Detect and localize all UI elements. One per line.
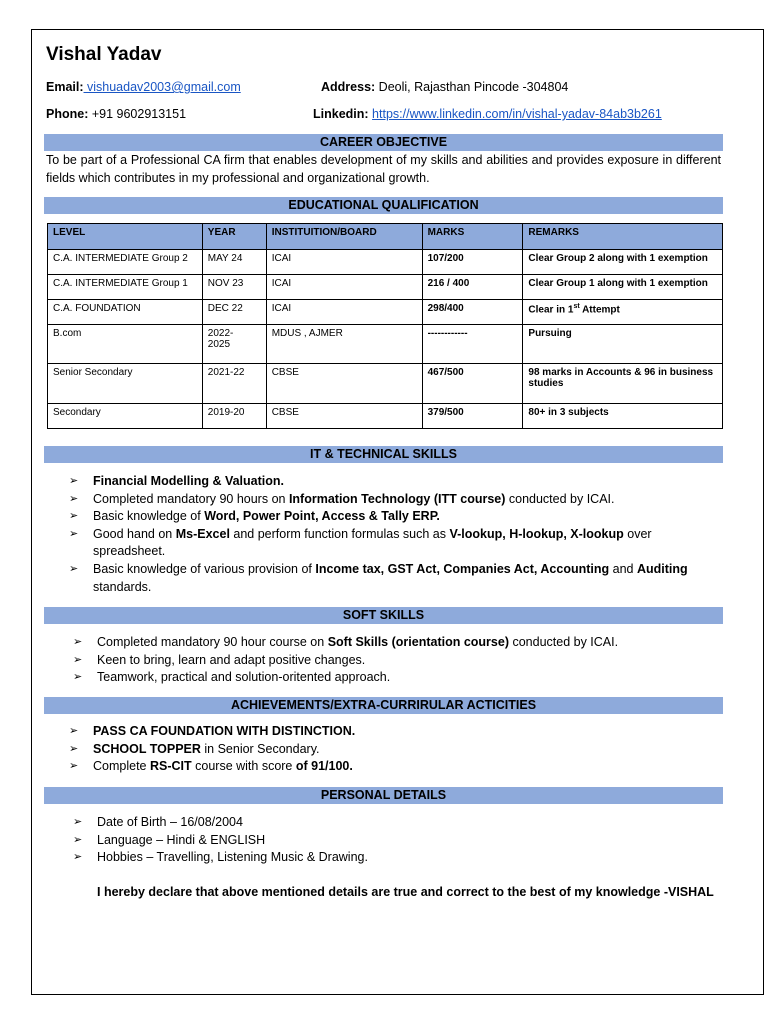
table-cell: MAY 24 — [202, 250, 266, 275]
arrow-bullet-icon: ➢ — [69, 760, 79, 773]
list-item — [73, 634, 721, 652]
linkedin-label: Linkedin: — [313, 107, 369, 121]
achievements-list — [69, 723, 721, 776]
arrow-bullet-icon: ➢ — [73, 816, 83, 828]
table-cell: 98 marks in Accounts & 96 in business studies — [523, 364, 723, 404]
list-item-text: Income tax, GST Act, Companies Act, Accounting — [315, 561, 610, 576]
list-item-text: over spreadsheet. — [93, 526, 652, 559]
list-item-text: Soft Skills (orientation course) — [327, 635, 509, 649]
email-label: Email: — [46, 80, 84, 94]
list-item — [73, 832, 721, 850]
list-item-text: Language – Hindi & ENGLISH — [97, 832, 266, 847]
list-item-text: Good hand on — [93, 526, 176, 541]
list-item-text: V-lookup, H-lookup, X-lookup — [449, 526, 624, 541]
phone-value: +91 9602913151 — [88, 107, 187, 121]
list-item-text: of 91/100. — [295, 759, 353, 774]
address-label: Address: — [321, 80, 376, 94]
section-header-it-skills: IT & TECHNICAL SKILLS — [44, 446, 723, 463]
list-item — [69, 473, 721, 491]
education-table — [47, 223, 723, 429]
table-header-cell: LEVEL — [48, 224, 203, 250]
table-cell: C.A. FOUNDATION — [48, 300, 203, 325]
table-row — [48, 404, 723, 429]
it-skills-list — [69, 473, 721, 596]
address-value: Deoli, Rajasthan Pincode -304804 — [375, 80, 569, 94]
table-row — [48, 325, 723, 364]
career-objective-text: To be part of a Professional CA firm that enables development of my skills and abilities and provides exposure in different fields which contributes in my professional and organizational growth. — [46, 153, 721, 185]
list-item-text: Basic knowledge of various provision of — [93, 561, 316, 576]
arrow-bullet-icon: ➢ — [73, 833, 83, 846]
table-cell: Senior Secondary — [48, 364, 203, 404]
personal-details-list — [73, 814, 721, 867]
arrow-bullet-icon: ➢ — [73, 636, 83, 648]
list-item-text: conducted by ICAI. — [508, 635, 619, 649]
list-item-text: PASS CA FOUNDATION WITH DISTINCTION. — [93, 724, 356, 738]
table-cell: B.com — [48, 325, 203, 364]
arrow-bullet-icon: ➢ — [69, 742, 79, 755]
list-item-text: Basic knowledge of — [93, 509, 205, 524]
list-item-text: Financial Modelling & Valuation. — [93, 474, 284, 488]
table-cell: 467/500 — [422, 364, 523, 404]
arrow-bullet-icon: ➢ — [69, 492, 79, 505]
list-item-text: and — [609, 561, 637, 576]
address-line — [321, 80, 568, 94]
table-cell: NOV 23 — [202, 275, 266, 300]
table-cell: ICAI — [266, 300, 422, 325]
table-cell: Pursuing — [523, 325, 723, 364]
phone-line — [46, 107, 186, 121]
soft-skills-list — [73, 634, 721, 687]
list-item-text: Information Technology (ITT course) — [288, 491, 506, 506]
list-item — [69, 491, 721, 509]
arrow-bullet-icon: ➢ — [69, 510, 79, 523]
list-item-text: RS-CIT — [149, 759, 192, 774]
list-item — [73, 814, 721, 832]
table-header-row — [48, 224, 723, 250]
table-cell: Secondary — [48, 404, 203, 429]
list-item-text: course with score — [191, 759, 296, 774]
table-cell: ------------ — [422, 325, 523, 364]
linkedin-link[interactable]: https://www.linkedin.com/in/vishal-yadav-84ab3b261 — [372, 107, 662, 121]
table-cell: 2022- 2025 — [202, 325, 266, 364]
arrow-bullet-icon: ➢ — [69, 527, 79, 540]
list-item-text: Auditing — [636, 561, 688, 576]
list-item — [69, 508, 721, 526]
list-item — [73, 849, 721, 867]
list-item — [69, 723, 721, 741]
email-link[interactable]: vishuadav2003@gmail.com — [83, 80, 241, 94]
email-line — [46, 80, 241, 94]
list-item-text: in Senior Secondary. — [200, 741, 320, 756]
list-item — [73, 652, 721, 670]
arrow-bullet-icon: ➢ — [73, 851, 83, 864]
table-cell: 2019-20 — [202, 404, 266, 429]
table-cell: CBSE — [266, 364, 422, 404]
table-cell: 80+ in 3 subjects — [523, 404, 723, 429]
table-cell: CBSE — [266, 404, 422, 429]
section-header-career-objective: CAREER OBJECTIVE — [44, 134, 723, 151]
table-header-cell: REMARKS — [523, 224, 723, 250]
list-item-text: Completed mandatory 90 hour course on — [97, 635, 328, 649]
table-cell: ICAI — [266, 275, 422, 300]
list-item-text: Word, Power Point, Access & Tally ERP. — [204, 509, 440, 524]
list-item — [73, 669, 721, 687]
table-cell: ICAI — [266, 250, 422, 275]
arrow-bullet-icon: ➢ — [69, 562, 79, 575]
table-row — [48, 300, 723, 325]
list-item-text: SCHOOL TOPPER — [93, 741, 201, 756]
list-item — [69, 741, 721, 759]
table-cell: 107/200 — [422, 250, 523, 275]
arrow-bullet-icon: ➢ — [73, 671, 83, 684]
list-item-text: Teamwork, practical and solution-oritented approach. — [97, 670, 391, 685]
list-item-text: and perform function formulas such as — [229, 526, 450, 541]
table-cell: DEC 22 — [202, 300, 266, 325]
list-item-text: Keen to bring, learn and adapt positive changes. — [97, 652, 366, 667]
table-cell: 2021-22 — [202, 364, 266, 404]
list-item-text: Ms-Excel — [175, 526, 230, 541]
list-item-text: conducted by ICAI. — [505, 491, 615, 506]
list-item — [69, 561, 721, 596]
table-cell: 298/400 — [422, 300, 523, 325]
section-header-education: EDUCATIONAL QUALIFICATION — [44, 197, 723, 214]
section-header-soft-skills: SOFT SKILLS — [44, 607, 723, 624]
arrow-bullet-icon: ➢ — [69, 475, 79, 487]
section-header-personal-details: PERSONAL DETAILS — [44, 787, 723, 804]
table-cell: Clear Group 2 along with 1 exemption — [523, 250, 723, 275]
candidate-name: Vishal Yadav — [46, 44, 162, 65]
list-item — [69, 758, 721, 776]
table-row — [48, 364, 723, 404]
list-item-text: Completed mandatory 90 hours on — [93, 491, 289, 506]
table-cell: MDUS , AJMER — [266, 325, 422, 364]
table-row — [48, 250, 723, 275]
table-cell: 216 / 400 — [422, 275, 523, 300]
table-header-cell: MARKS — [422, 224, 523, 250]
arrow-bullet-icon: ➢ — [73, 653, 83, 666]
list-item-text: Complete — [93, 759, 150, 774]
table-cell: C.A. INTERMEDIATE Group 2 — [48, 250, 203, 275]
table-cell: Clear Group 1 along with 1 exemption — [523, 275, 723, 300]
linkedin-line — [313, 107, 662, 121]
section-header-achievements: ACHIEVEMENTS/EXTRA-CURRIRULAR ACTICITIES — [44, 697, 723, 714]
phone-label: Phone: — [46, 107, 89, 121]
table-header-cell: INSTITUITION/BOARD — [266, 224, 422, 250]
arrow-bullet-icon: ➢ — [69, 725, 79, 737]
table-cell: C.A. INTERMEDIATE Group 1 — [48, 275, 203, 300]
table-cell: 379/500 — [422, 404, 523, 429]
table-row — [48, 275, 723, 300]
list-item-text: standards. — [93, 579, 152, 594]
declaration-text: I hereby declare that above mentioned details are true and correct to the best of my knowledge -VISHAL — [97, 885, 714, 899]
table-cell: Clear in 1st Attempt — [523, 300, 723, 325]
table-header-cell: YEAR — [202, 224, 266, 250]
list-item-text: Hobbies – Travelling, Listening Music & Drawing. — [97, 850, 368, 865]
list-item — [69, 526, 721, 561]
list-item-text: Date of Birth – 16/08/2004 — [97, 815, 243, 829]
